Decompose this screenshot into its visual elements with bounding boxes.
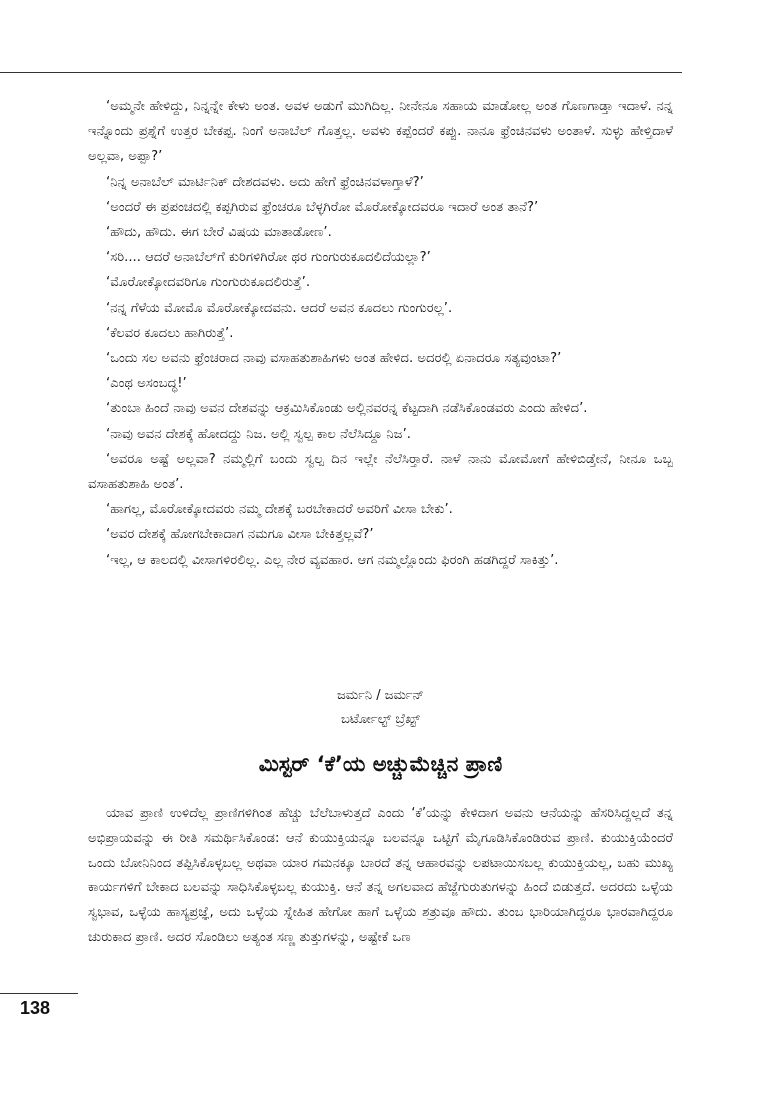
dialogue-line: ‘ಒಂದು ಸಲ ಅವನು ಫ್ರೆಂಚರಾದ ನಾವು ವಸಾಹತುಶಾಹಿಗಳು ಅಂತ ಹೇಳಿದ. ಅದರಲ್ಲಿ ಏನಾದರೂ ಸತ್ಯವುಂಟಾ?’	[106, 351, 562, 367]
origin-line: ಜರ್ಮನಿ / ಜರ್ಮನ್	[337, 688, 424, 703]
dialogue-line: ‘ನಾವು ಅವನ ದೇಶಕ್ಕೆ ಹೋದದ್ದು ನಿಜ. ಅಲ್ಲಿ ಸ್ವಲ್ಪ ಕಾಲ ನೆಲೆಸಿದ್ದೂ ನಿಜ’.	[106, 426, 411, 442]
story-title: ಮಿಸ್ಟರ್ ‘ಕೆ’ಯ ಅಚ್ಚುಮೆಚ್ಚಿನ ಪ್ರಾಣಿ	[258, 752, 503, 776]
dialogue-line: ‘ಅಮ್ಮನೇ ಹೇಳಿದ್ದು, ನಿನ್ನನ್ನೇ ಕೇಳು ಅಂತ. ಅವಳ ಅಡುಗೆ ಮುಗಿದಿಲ್ಲ. ನೀನೇನೂ ಸಹಾಯ ಮಾಡೋಲ್ಲ ಅಂತ ಗೊಣಗಾಡ್ತಾ ಇದಾಳೆ. ನನ್ನ ಇನ್ನೊಂದು ಪ್ರಶ್ನೆಗೆ ಉತ್ತರ ಬೇಕಪ್ಪ. ನಿಂಗೆ ಅನಾಬೆಲ್ ಗೊತ್ತಲ್ಲ. ಅವಳು ಕಪ್ಪೆಂದರೆ ಕಪ್ಪು. ನಾನೂ ಫ್ರೆಂಚಿನವಳು ಅಂತಾಳೆ. ಸುಳ್ಳು ಹೇಳ್ತಿದಾಳೆ ಅಲ್ಲವಾ, ಅಪ್ಪಾ?’	[88, 99, 673, 165]
story-body	[88, 802, 673, 951]
dialogue-line: ‘ತುಂಬಾ ಹಿಂದೆ ನಾವು ಅವನ ದೇಶವನ್ನು ಆಕ್ರಮಿಸಿಕೊಂಡು ಅಲ್ಲಿನವರನ್ನ ಕೆಟ್ಟದಾಗಿ ನಡೆಸಿಕೊಂಡವರು ಎಂದು ಹೇಳಿದ’.	[106, 401, 588, 417]
dialogue-line: ‘ಹೌದು, ಹೌದು. ಈಗ ಬೇರೆ ವಿಷಯ ಮಾತಾಡೋಣ’.	[106, 225, 332, 241]
dialogue-line: ‘ನನ್ನ ಗೆಳೆಯ ಮೋಮೊ ಮೊರೋಕ್ಕೋದವನು. ಆದರೆ ಅವನ ಕೂದಲು ಗುಂಗುರಲ್ಲ’.	[106, 300, 453, 316]
dialogue-line: ‘ಅವರೂ ಅಷ್ಟೆ ಅಲ್ಲವಾ? ನಮ್ಮಲ್ಲಿಗೆ ಬಂದು ಸ್ವಲ್ಪ ದಿನ ಇಲ್ಲೇ ನೆಲೆಸಿರ್‍ತಾರೆ. ನಾಳೆ ನಾನು ಮೋಮೋಗೆ ಹೇಳಿಬಿಡ್ತೇನೆ, ನೀನೂ ಒಬ್ಬ ವಸಾಹತುಶಾಹಿ ಅಂತ’.	[88, 451, 673, 493]
dialogue-line: ‘ಇಲ್ಲ, ಆ ಕಾಲದಲ್ಲಿ ವೀಸಾಗಳಿರಲಿಲ್ಲ. ಎಲ್ಲ ನೇರ ವ್ಯವಹಾರ. ಆಗ ನಮ್ಮಲ್ಲೊಂದು ಫಿರಂಗಿ ಹಡಗಿದ್ದರೆ ಸಾಕಿತ್ತು’.	[106, 552, 559, 568]
dialogue-line: ‘ಮೊರೋಕ್ಕೋದವರಿಗೂ ಗುಂಗುರುಕೂದಲಿರುತ್ತೆ’.	[106, 275, 311, 291]
header-rule	[0, 72, 682, 73]
page-number: 138	[20, 998, 51, 1018]
dialogue-line: ‘ಹಾಗಲ್ಲ, ಮೊರೋಕ್ಕೋದವರು ನಮ್ಮ ದೇಶಕ್ಕೆ ಬರಬೇಕಾದರೆ ಅವರಿಗೆ ವೀಸಾ ಬೇಕು’.	[106, 502, 453, 518]
dialogue-line: ‘ಅಂದರೆ ಈ ಪ್ರಪಂಚದಲ್ಲಿ ಕಪ್ಪಗಿರುವ ಫ್ರೆಂಚರೂ ಬೆಳ್ಳಗಿರೋ ಮೊರೋಕ್ಕೋದವರೂ ಇದಾರೆ ಅಂತ ತಾನೆ?’	[106, 199, 539, 215]
story-credits	[88, 684, 673, 732]
dialogue-line: ‘ನಿನ್ನ ಅನಾಬೆಲ್ ಮಾರ್ಟಿನಿಕ್ ದೇಶದವಳು. ಅದು ಹೇಗೆ ಫ್ರೆಂಚಿನವಳಾಗ್ತಾಳೆ?’	[106, 174, 424, 190]
dialogue-line: ‘ಎಂಥ ಅಸಂಬದ್ಧ!’	[106, 376, 187, 392]
dialogue-line: ‘ಕೆಲವರ ಕೂದಲು ಹಾಗಿರುತ್ತೆ’.	[106, 325, 234, 341]
author-line: ಬರ್ಟೋಲ್ಟ್ ಬ್ರೆಖ್ಟ್	[341, 712, 420, 727]
dialogue-block	[88, 94, 673, 573]
dialogue-line: ‘ಸರಿ.... ಆದರೆ ಅನಾಬೆಲ್‌ಗೆ ಕುರಿಗಳಿಗಿರೋ ಥರ ಗುಂಗುರುಕೂದಲಿದೆಯಲ್ಲಾ?’	[106, 250, 431, 266]
dialogue-line: ‘ಅವರ ದೇಶಕ್ಕೆ ಹೋಗಬೇಕಾದಾಗ ನಮಗೂ ವೀಸಾ ಬೇಕಿತ್ತಲ್ಲವೆ?’	[106, 527, 374, 543]
body-paragraph: ಯಾವ ಪ್ರಾಣಿ ಉಳಿದೆಲ್ಲ ಪ್ರಾಣಿಗಳಿಗಿಂತ ಹೆಚ್ಚು ಬೆಲೆಬಾಳುತ್ತದೆ ಎಂದು ‘ಕೆ’ಯನ್ನು ಕೇಳಿದಾಗ ಅವನು ಆನೆಯನ್ನು ಹೆಸರಿಸಿದ್ದಲ್ಲದೆ ತನ್ನ ಅಭಿಪ್ರಾಯವನ್ನು ಈ ರೀತಿ ಸಮರ್ಥಿಸಿಕೊಂಡ: ಆನೆ ಕುಯುಕ್ತಿಯನ್ನೂ ಬಲವನ್ನೂ ಒಟ್ಟಿಗೆ ಮೈಗೂಡಿಸಿಕೊಂಡಿರುವ ಪ್ರಾಣಿ. ಕುಯುಕ್ತಿಯೆಂದರೆ ಒಂದು ಬೋನಿನಿಂದ ತಪ್ಪಿಸಿಕೊಳ್ಳಬಲ್ಲ ಅಥವಾ ಯಾರ ಗಮನಕ್ಕೂ ಬಾರದೆ ತನ್ನ ಆಹಾರವನ್ನು ಲಪಟಾಯಿಸಬಲ್ಲ ಕುಯುಕ್ತಿಯಲ್ಲ, ಬಹು ಮುಖ್ಯ ಕಾರ್ಯಗಳಿಗೆ ಬೇಕಾದ ಬಲವನ್ನು ಸಾಧಿಸಿಕೊಳ್ಳಬಲ್ಲ ಕುಯುಕ್ತಿ. ಆನೆ ತನ್ನ ಅಗಲವಾದ ಹೆಜ್ಜೆಗುರುತುಗಳನ್ನು ಹಿಂದೆ ಬಿಡುತ್ತದೆ. ಅದರದು ಒಳ್ಳೆಯ ಸ್ವಭಾವ, ಒಳ್ಳೆಯ ಹಾಸ್ಯಪ್ರಜ್ಞೆ, ಅದು ಒಳ್ಳೆಯ ಸ್ನೇಹಿತ ಹೇಗೋ ಹಾಗೆ ಒಳ್ಳೆಯ ಶತ್ರುವೂ ಹೌದು. ತುಂಬ ಭಾರಿಯಾಗಿದ್ದರೂ ಭಾರವಾಗಿದ್ದರೂ ಚುರುಕಾದ ಪ್ರಾಣಿ. ಅದರ ಸೊಂಡಿಲು ಅತ್ಯಂತ ಸಣ್ಣ ತುತ್ತುಗಳನ್ನು, ಅಷ್ಟೇಕೆ ಒಣ	[88, 806, 673, 945]
footer-rule	[0, 993, 78, 994]
